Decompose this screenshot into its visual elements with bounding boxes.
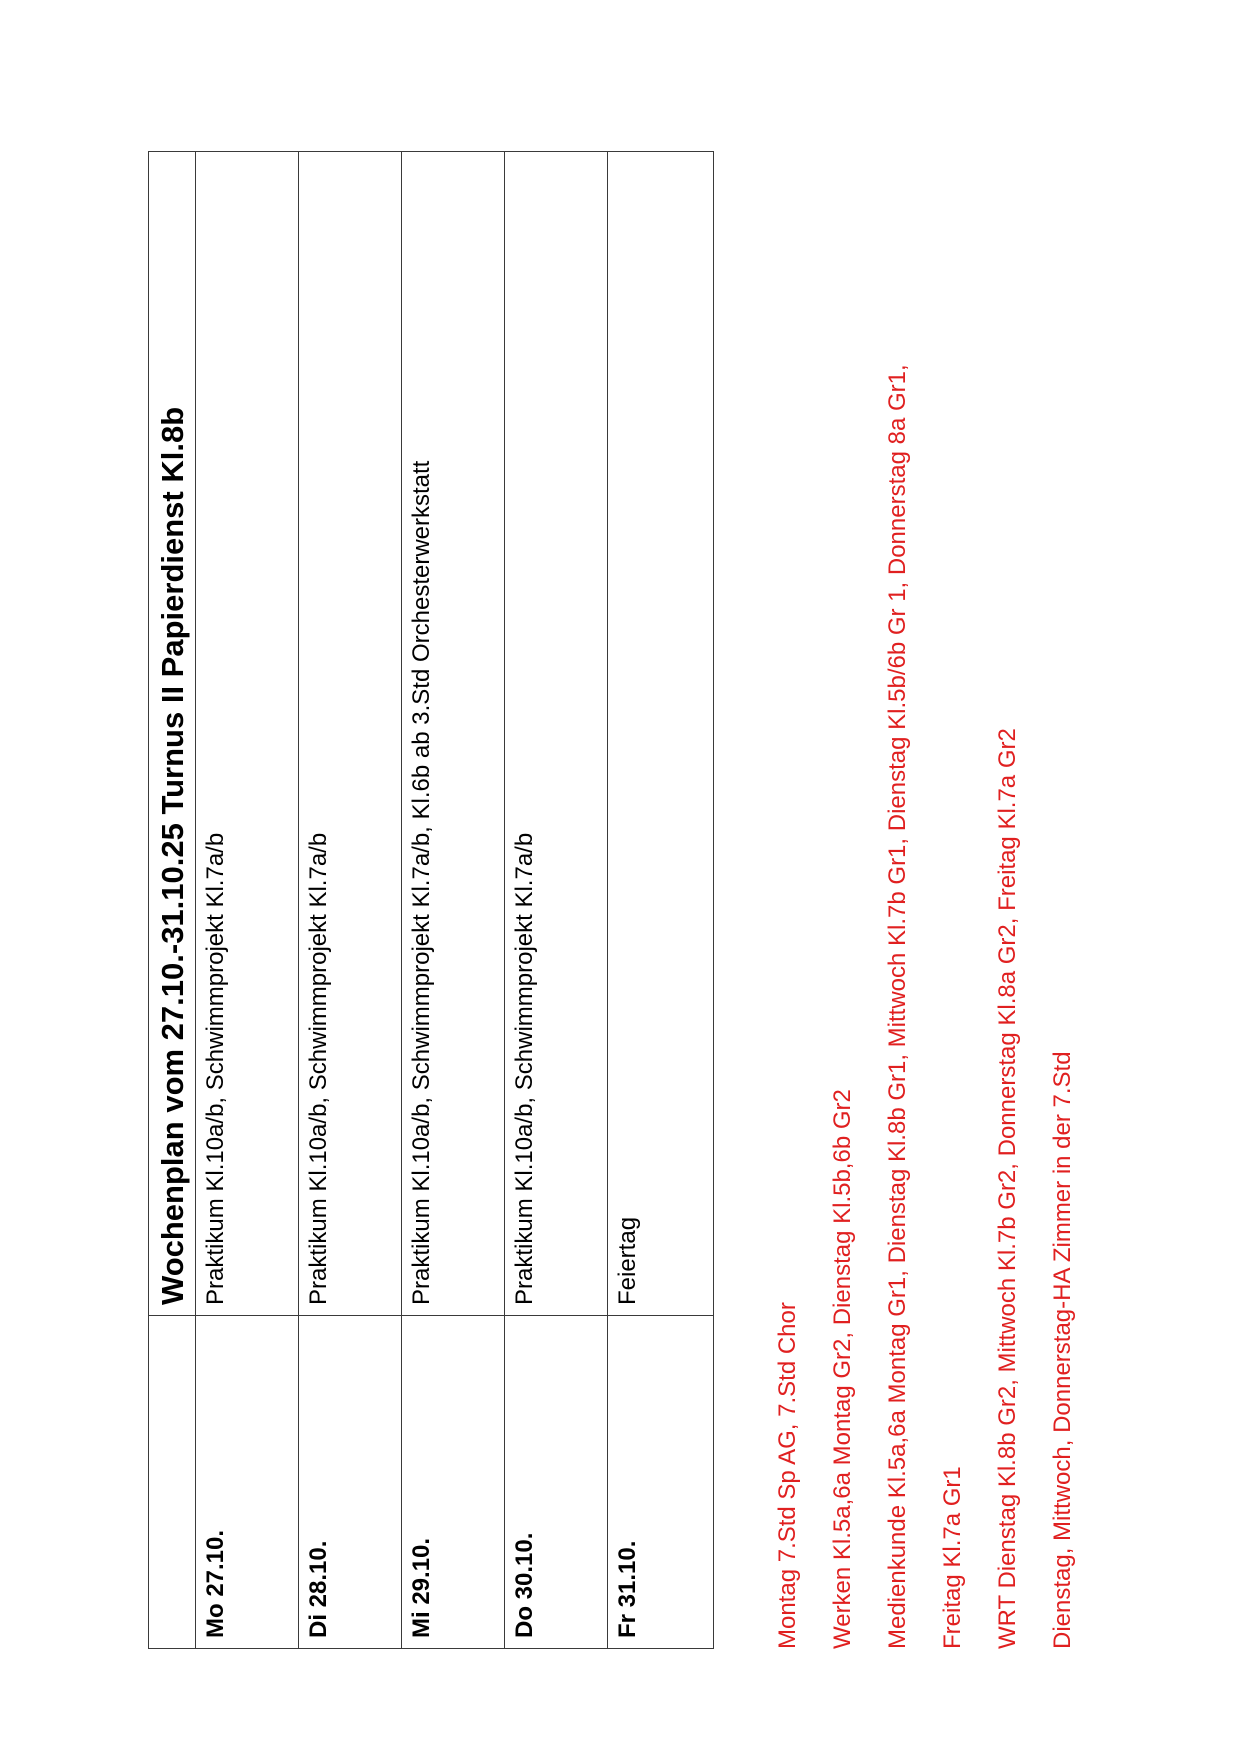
day-cell: [196, 1316, 299, 1649]
notes-section: [773, 89, 1103, 1649]
table-row: [402, 152, 505, 1649]
week-plan-table: [148, 151, 714, 1649]
note-line: Montag 7.Std Sp AG, 7.Std Chor: [774, 1302, 801, 1649]
table-row: [196, 152, 299, 1649]
note-line: WRT Dienstag Kl.8b Gr2, Mittwoch Kl.7b Gr2, Donnerstag Kl.8a Gr2, Freitag Kl.7a Gr2: [994, 728, 1021, 1649]
day-label: Di 28.10.: [305, 1540, 332, 1638]
day-label: Do 30.10.: [511, 1532, 538, 1638]
content-cell: Praktikum Kl.10a/b, Schwimmprojekt Kl.7a/b: [299, 152, 402, 1316]
day-cell: [299, 1316, 402, 1649]
day-cell: [608, 1316, 714, 1649]
content-cell: Praktikum Kl.10a/b, Schwimmprojekt Kl.7a/b, Kl.6b ab 3.Std Orchesterwerkstatt: [402, 152, 505, 1316]
plan-title: Wochenplan vom 27.10.-31.10.25 Turnus II Papierdienst Kl.8b: [149, 152, 196, 1316]
note-line: Dienstag, Mittwoch, Donnerstag-HA Zimmer in der 7.Std: [1049, 1051, 1076, 1649]
day-cell: [505, 1316, 608, 1649]
content-cell: Praktikum Kl.10a/b, Schwimmprojekt Kl.7a/b: [505, 152, 608, 1316]
content-cell: Praktikum Kl.10a/b, Schwimmprojekt Kl.7a/b: [196, 152, 299, 1316]
day-label: Fr 31.10.: [614, 1540, 641, 1638]
table-row: [505, 152, 608, 1649]
table-row: [299, 152, 402, 1649]
note-line: Freitag Kl.7a Gr1: [939, 1466, 966, 1649]
note-line: Medienkunde Kl.5a,6a Montag Gr1, Dienstag Kl.8b Gr1, Mittwoch Kl.7b Gr1, Dienstag Kl.5b/6b Gr 1, Donnerstag 8a Gr1,: [884, 364, 911, 1649]
note-line: Werken Kl.5a,6a Montag Gr2, Dienstag Kl.5b,6b Gr2: [829, 1089, 856, 1649]
content-cell: Feiertag: [608, 152, 714, 1316]
table-row: [608, 152, 714, 1649]
day-label: Mi 29.10.: [408, 1537, 435, 1638]
table-header-row: [149, 152, 196, 1649]
day-cell: [402, 1316, 505, 1649]
day-label: Mo 27.10.: [202, 1529, 229, 1638]
header-empty-cell: [149, 1316, 196, 1649]
